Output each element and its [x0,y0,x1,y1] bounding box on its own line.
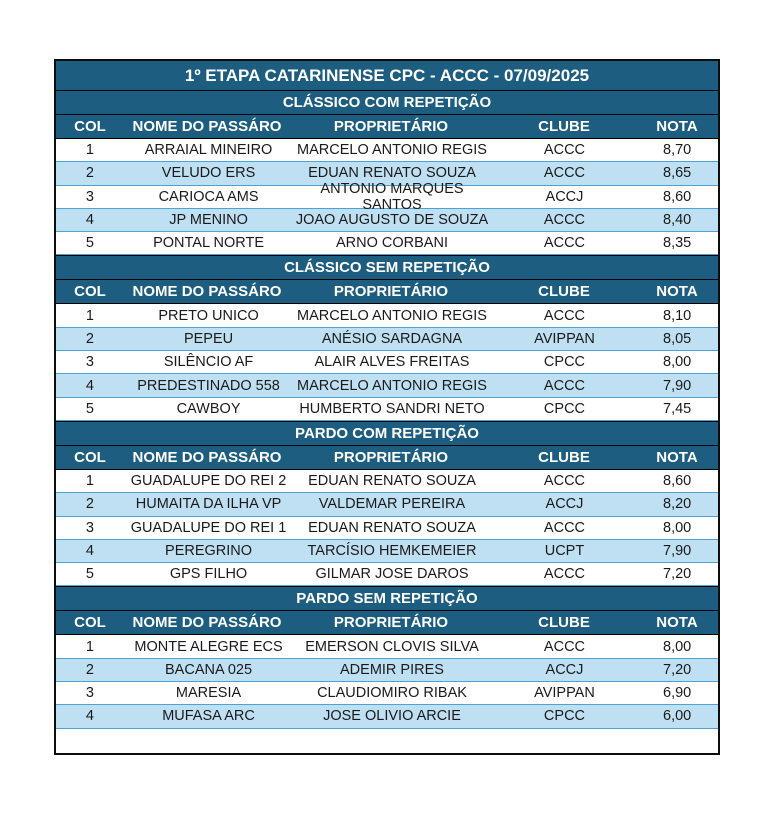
header-nota: NOTA [656,118,698,135]
cell-nota: 7,90 [663,543,692,559]
cell-col: 3 [85,685,94,702]
header-proprietario: PROPRIETÁRIO [333,614,449,632]
table-row [56,517,718,540]
table-row [56,540,718,563]
cell-clube: UCPT [544,543,585,559]
cell-nome-passaro: PREDESTINADO 558 [137,377,280,394]
cell-proprietario: EDUAN RENATO SOUZA [308,165,476,182]
section-title: CLÁSSICO COM REPETIÇÃO [56,91,718,115]
header-clube: CLUBE [538,283,590,301]
header-nome-passaro: NOME DO PASSÁRO [132,448,282,466]
header-proprietario: PROPRIETÁRIO [333,283,449,301]
table-row [56,180,718,213]
results-table [54,59,720,755]
cell-nome-passaro: CARIOCA AMS [158,188,259,205]
header-clube: CLUBE [538,118,590,135]
cell-nota: 8,00 [663,519,692,536]
header-clube: CLUBE [538,614,590,632]
table-row [56,563,718,586]
cell-nota: 8,40 [663,212,692,229]
cell-proprietario: VALDEMAR PEREIRA [318,496,466,513]
header-col: COL [74,448,106,466]
cell-nome-passaro: SILÊNCIO AF [163,354,254,371]
column-header-row [56,115,718,139]
cell-col: 2 [85,661,94,678]
cell-col: 4 [85,543,94,559]
table-row [56,304,718,327]
cell-clube: AVIPPAN [534,330,595,347]
cell-clube: ACCC [543,212,586,229]
cell-nome-passaro: HUMAITA DA ILHA VP [135,496,282,513]
cell-col: 1 [85,473,94,490]
cell-nome-passaro: PONTAL NORTE [153,235,264,252]
cell-nome-passaro: PEREGRINO [165,543,253,559]
cell-proprietario: ARNO CORBANI [335,235,448,252]
table-row [56,232,718,255]
section-title: PARDO COM REPETIÇÃO [56,421,718,446]
cell-proprietario: ALAIR ALVES FREITAS [314,354,470,371]
cell-nota: 6,00 [663,708,692,725]
cell-nota: 8,65 [663,165,692,182]
cell-clube: ACCJ [545,188,584,205]
table-title: 1º ETAPA CATARINENSE CPC - ACCC - 07/09/2025 [56,61,718,91]
cell-nome-passaro: MUFASA ARC [162,708,255,725]
cell-nota: 8,60 [663,188,692,205]
cell-col: 5 [85,400,94,417]
cell-clube: ACCC [543,165,586,182]
cell-nome-passaro: PEPEU [183,330,234,347]
cell-nota: 7,45 [663,400,692,417]
section-title: CLÁSSICO SEM REPETIÇÃO [56,255,718,280]
cell-clube: ACCC [543,519,586,536]
cell-nome-passaro: MONTE ALEGRE ECS [134,638,283,655]
cell-nota: 8,70 [663,142,692,159]
header-nota: NOTA [656,283,698,301]
cell-proprietario: JOAO AUGUSTO DE SOUZA [295,212,489,229]
cell-col: 3 [85,354,94,371]
cell-nome-passaro: BACANA 025 [165,661,253,678]
cell-proprietario: ADEMIR PIRES [340,661,444,678]
table-row [56,351,718,374]
cell-col: 4 [85,212,94,229]
cell-proprietario: MARCELO ANTONIO REGIS [297,307,487,324]
header-col: COL [74,283,106,301]
cell-nota: 8,10 [663,307,692,324]
cell-nota: 8,05 [663,330,692,347]
cell-col: 4 [85,708,94,725]
cell-nome-passaro: GUADALUPE DO REI 2 [130,473,287,490]
cell-nota: 7,20 [663,566,692,583]
cell-proprietario: ANTONIO MARQUES SANTOS [320,180,464,213]
column-header-row [56,446,718,470]
cell-nome-passaro: GUADALUPE DO REI 1 [130,519,287,536]
cell-nome-passaro: PRETO UNICO [158,307,259,324]
cell-clube: ACCJ [545,661,584,678]
table-row [56,705,718,728]
header-nome-passaro: NOME DO PASSÁRO [132,118,282,135]
cell-clube: ACCC [543,566,586,583]
table-row [56,659,718,682]
sections-container [56,91,718,729]
table-row [56,209,718,232]
cell-clube: ACCC [543,307,586,324]
cell-col: 2 [85,330,94,347]
cell-proprietario: MARCELO ANTONIO REGIS [297,377,487,394]
cell-col: 2 [85,165,94,182]
cell-nota: 8,20 [663,496,692,513]
table-row [56,374,718,397]
table-row [56,682,718,705]
cell-col: 1 [85,307,94,324]
cell-clube: CPCC [543,400,586,417]
cell-col: 4 [85,377,94,394]
cell-nota: 7,90 [663,377,692,394]
header-nota: NOTA [656,614,698,632]
cell-nota: 6,90 [663,685,692,702]
header-nome-passaro: NOME DO PASSÁRO [132,614,282,632]
cell-clube: ACCJ [545,496,584,513]
cell-proprietario: MARCELO ANTONIO REGIS [297,142,487,159]
cell-clube: AVIPPAN [534,685,595,702]
header-proprietario: PROPRIETÁRIO [333,118,449,135]
header-col: COL [74,118,106,135]
cell-clube: CPCC [543,354,586,371]
cell-col: 3 [85,188,94,205]
cell-clube: ACCC [543,638,586,655]
cell-nota: 8,60 [663,473,692,490]
cell-col: 2 [85,496,94,513]
cell-col: 5 [85,566,94,583]
cell-col: 1 [85,638,94,655]
cell-clube: CPCC [543,708,586,725]
table-row [56,328,718,351]
cell-nota: 7,20 [663,661,692,678]
cell-clube: ACCC [543,377,586,394]
header-nota: NOTA [656,448,698,466]
section-title: PARDO SEM REPETIÇÃO [56,586,718,611]
header-clube: CLUBE [538,448,590,466]
cell-proprietario: HUMBERTO SANDRI NETO [299,400,485,417]
cell-col: 5 [85,235,94,252]
cell-nome-passaro: CAWBOY [176,400,241,417]
table-row [56,398,718,421]
table-row [56,470,718,493]
header-nome-passaro: NOME DO PASSÁRO [132,283,282,301]
table-row [56,139,718,162]
blank-row [56,729,718,753]
header-col: COL [74,614,106,632]
cell-proprietario: EDUAN RENATO SOUZA [308,473,476,490]
cell-proprietario: EMERSON CLOVIS SILVA [305,638,479,655]
cell-proprietario: GILMAR JOSE DAROS [315,566,469,583]
cell-clube: ACCC [543,142,586,159]
cell-nota: 8,35 [663,235,692,252]
cell-nome-passaro: JP MENINO [169,212,248,229]
cell-proprietario: EDUAN RENATO SOUZA [308,519,476,536]
cell-nome-passaro: VELUDO ERS [161,165,256,182]
cell-col: 1 [85,142,94,159]
cell-clube: ACCC [543,473,586,490]
cell-proprietario: CLAUDIOMIRO RIBAK [317,685,467,702]
table-row [56,635,718,658]
header-proprietario: PROPRIETÁRIO [333,448,449,466]
cell-nome-passaro: GPS FILHO [169,566,248,583]
cell-proprietario: ANÉSIO SARDAGNA [321,330,463,347]
cell-nota: 8,00 [663,638,692,655]
cell-clube: ACCC [543,235,586,252]
cell-nota: 8,00 [663,354,692,371]
cell-nome-passaro: ARRAIAL MINEIRO [144,142,273,159]
cell-proprietario: TARCÍSIO HEMKEMEIER [307,543,477,559]
cell-proprietario: JOSE OLIVIO ARCIE [323,708,461,725]
column-header-row [56,280,718,304]
table-row [56,493,718,516]
cell-col: 3 [85,519,94,536]
cell-nome-passaro: MARESIA [175,685,242,702]
column-header-row [56,611,718,635]
